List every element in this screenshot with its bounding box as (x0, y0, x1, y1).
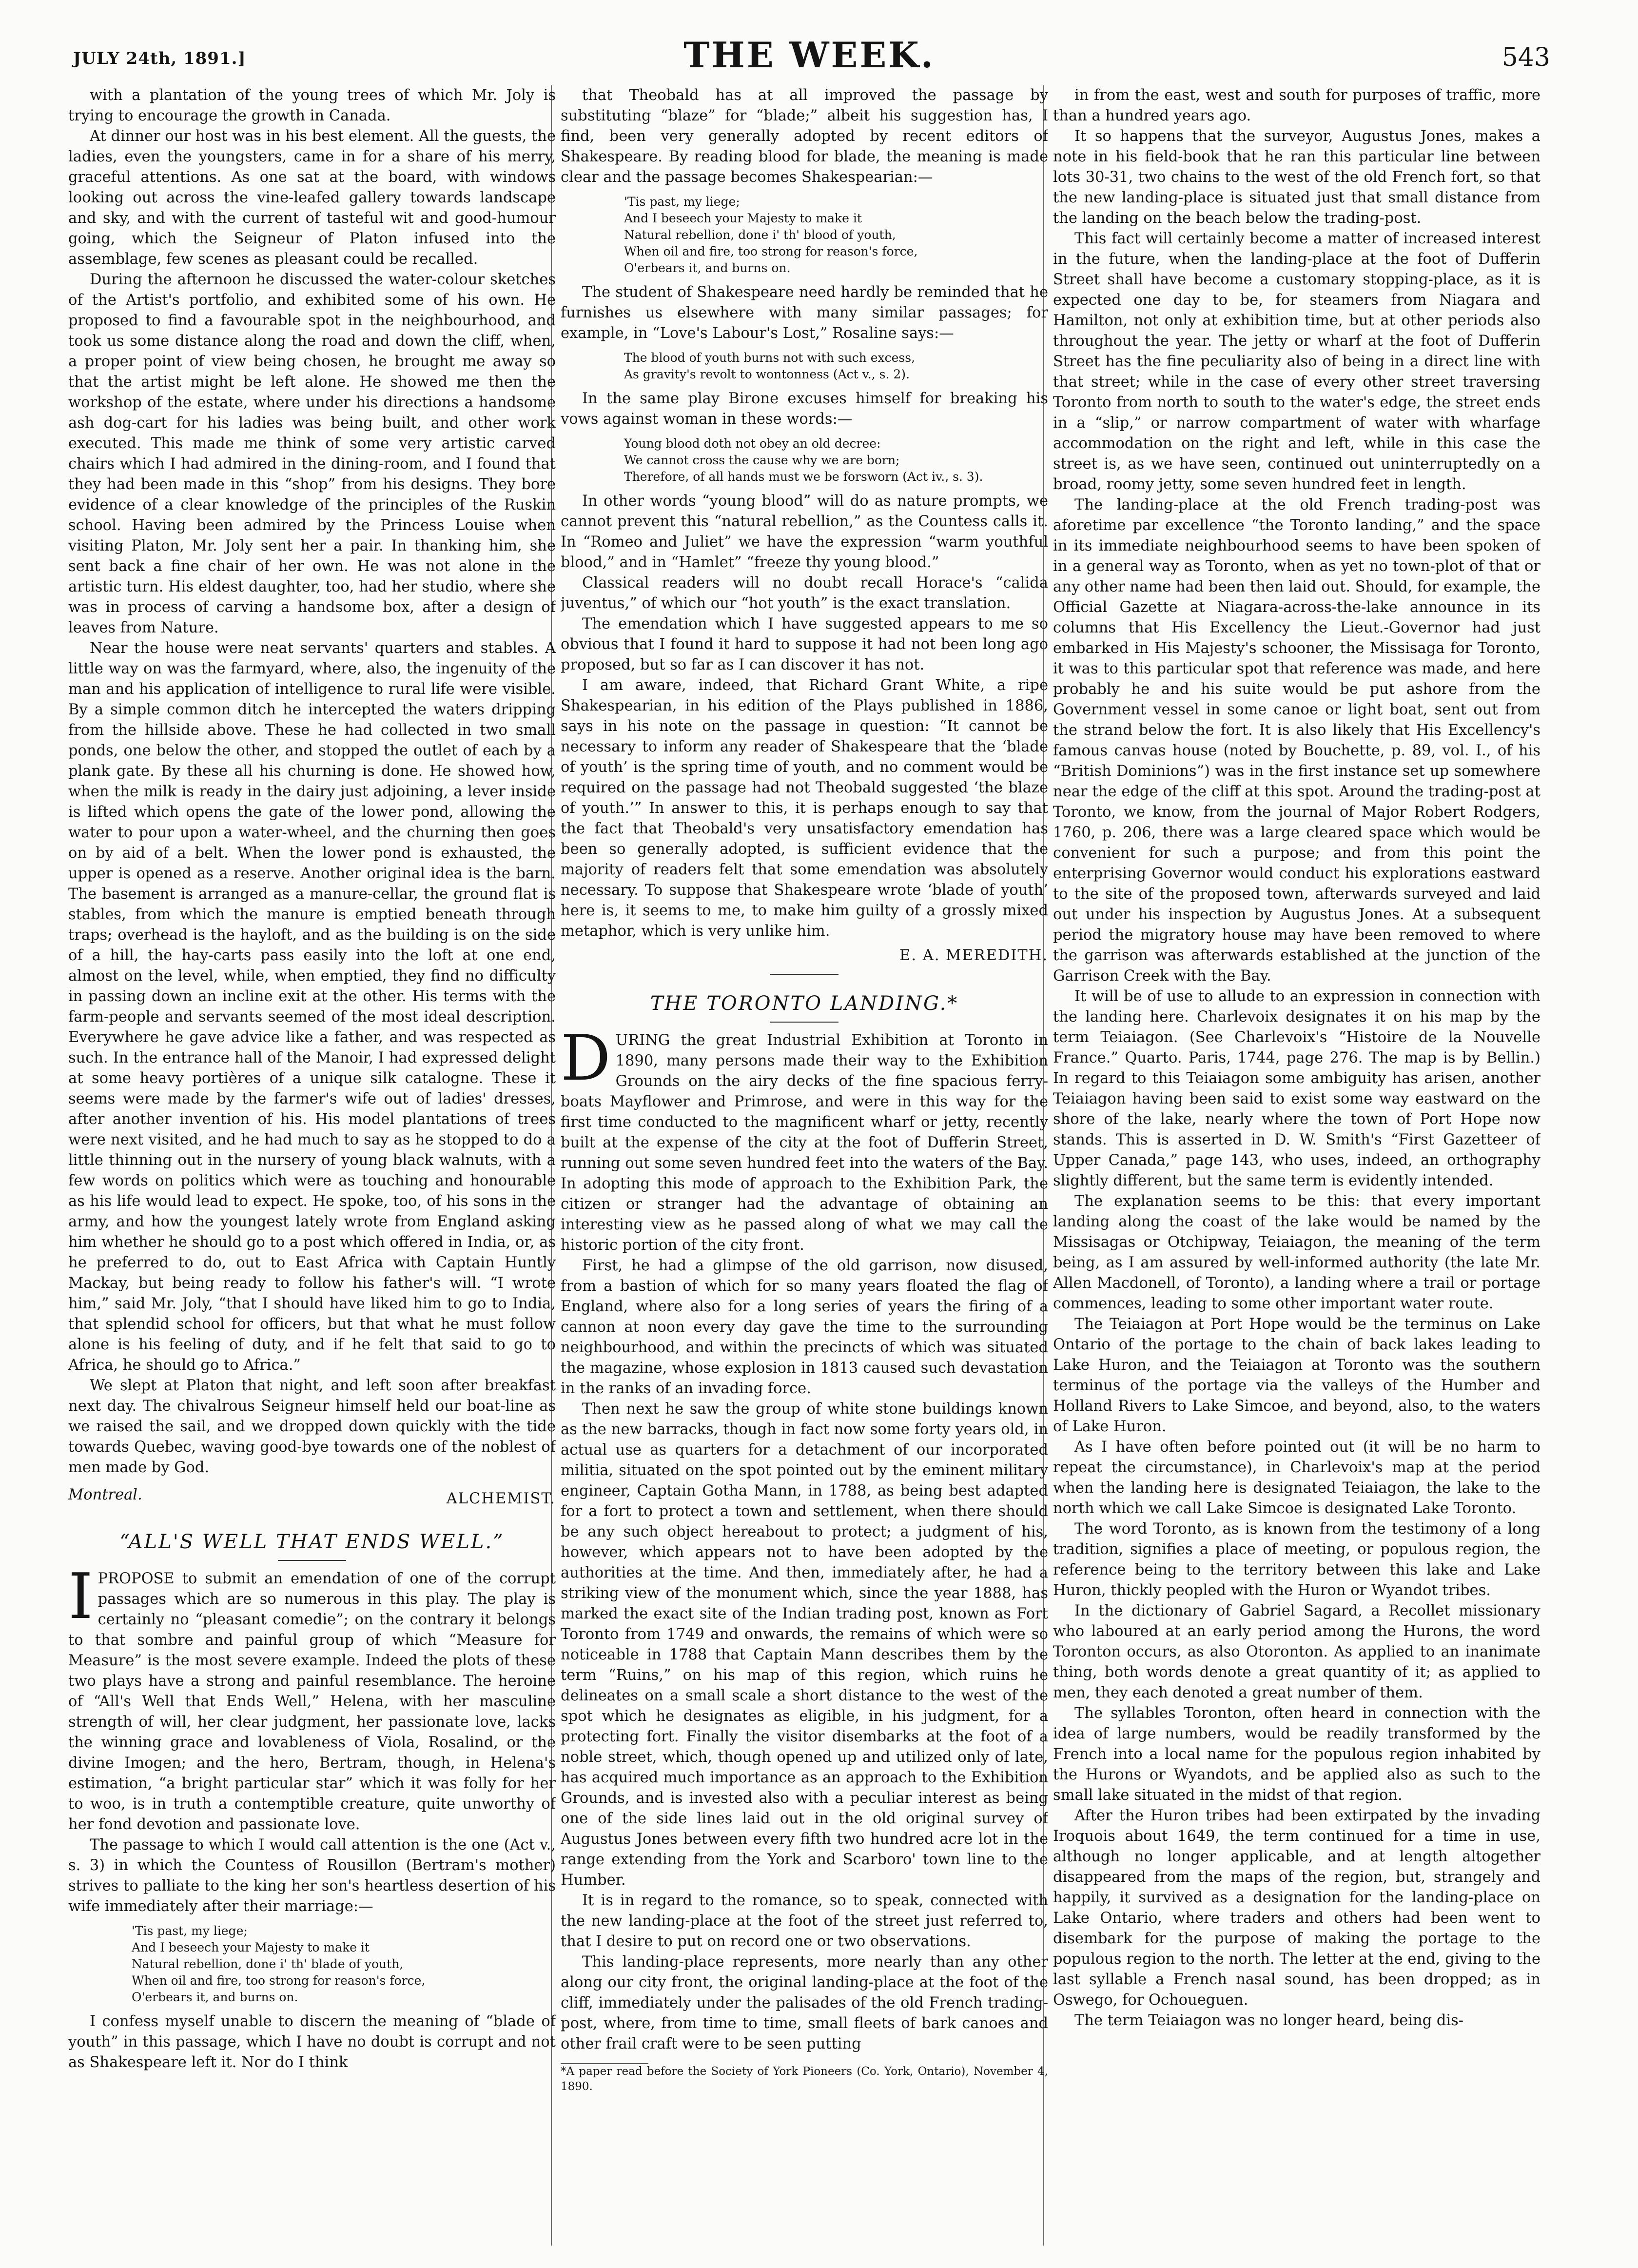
paragraph: I am aware, indeed, that Richard Grant White, a ripe Shakespearian, in his edition of the Plays published in 1886, says in his note on the passage in question: “It cannot be necessary to inform any reader of Shakespeare that the ‘blade of youth’ is the spring time of youth, and no comment would be required on the passage had not Theobald suggested ‘the blaze of youth.’” In answer to this, it is perhaps enough to say that the fact that Theobald's very unsatisfactory emendation has been so generally adopted, is sufficient evidence that the majority of readers felt that some emendation was absolutely necessary. To suppose that Shakespeare wrote ‘blade of youth’ here is, it seems to me, to make him guilty of a grossly mixed metaphor, which is very unlike him. (561, 677, 1048, 940)
paragraph: The word Toronto, as is known from the testimony of a long tradition, signifies a place of meeting, or populous region, the reference being to the territory between this lake and Lake Huron, thickly peopled with the Huron or Wyandot tribes. (1053, 1520, 1540, 1599)
paragraph: It so happens that the surveyor, Augustus Jones, makes a note in his field-book that he ran this particular line between lots 30-31, two chains to the west of the old French fort, so that the new landing-place is situated just that small distance from the landing on the beach below the trading-post. (1053, 128, 1540, 227)
paragraph: The student of Shakespeare need hardly be reminded that he furnishes us elsewhere with many similar passages; for example, in “Love's Labour's Lost,” Rosaline says:— (561, 284, 1048, 342)
paragraph: I confess myself unable to discern the meaning of “blade of youth” in this passage, which I have no doubt is corrupt and not as Shakespeare left it. Nor do I think (68, 2013, 556, 2071)
paragraph (561, 1022, 1048, 1256)
paragraph: In other words “young blood” will do as nature prompts, we cannot prevent this “natural rebellion,” as the Countess calls it. In “Romeo and Juliet” we have the expression “warm youthful blood,” and in “Hamlet” “freeze thy young blood.” (561, 493, 1048, 571)
article-signoff (68, 1485, 556, 1513)
paragraph: The landing-place at the old French trading-post was aforetime par excellence “the Toronto landing,” and the space in its immediate neighbourhood seems to have been spoken of in a general way as Toronto, when as yet no town-plot of that or any other name had been then laid out. Should, for example, the Official Gazette at Niagara-across-the-lake announce in its columns that His Excellency the Lieut.-Governor had just embarked in His Majesty's schooner, the Missisaga for Toronto, it was to this particular spot that reference was made, and here probably he and his suite would be put ashore from the Government vessel in some canoe or light boat, sent out from the strand below the fort. It is also likely that His Excellency's famous canvas house (noted by Bouchette, p. 89, vol. I., of his “British Dominions”) was in the first instance set up somewhere near the edge of the cliff at this spot. Around the trading-post at Toronto, we know, from the journal of Major Robert Rodgers, 1760, p. 206, there was a large cleared space which would be convenient for such a purpose; and from this point the enterprising Governor would conduct his explorations eastward to the site of the proposed town, afterwards surveyed and laid out under his inspection by Augustus Jones. At a subsequent period the migratory house may have been removed to where the garrison was afterwards established at the junction of the Garrison Creek with the Bay. (1053, 496, 1540, 985)
title-rule (770, 1022, 838, 1023)
verse-line: The blood of youth burns not with such excess, (624, 351, 916, 365)
verse-line: We cannot cross the cause why we are born; (624, 453, 900, 467)
author-signature: ALCHEMIST. (446, 1490, 556, 1507)
paragraph: In the same play Birone excuses himself for breaking his vows against woman in these words:— (561, 390, 1048, 428)
article-title: THE TORONTO LANDING.* (650, 992, 959, 1015)
verse-line: As gravity's revolt to wontonness (Act v., s. 2). (624, 367, 910, 381)
verse-line: O'erbears it, and burns on. (132, 1990, 298, 2004)
verse-line: And I beseech your Majesty to make it (132, 1940, 370, 1954)
paragraph: This fact will certainly become a matter of increased interest in the future, when the landing-place at the foot of Dufferin Street shall have become a customary stopping-place, as it is expected one day to be, for steamers from Niagara and Hamilton, not only at exhibition time, but at other periods also throughout the year. The jetty or wharf at the foot of Dufferin Street has the fine peculiarity also of being in a direct line with that street; while in the case of every other street traversing Toronto from north to south to the water's edge, the street ends in a “slip,” or narrow compartment of water with wharfage accommodation on the right and left, while in this case the street is, as we have seen, continued out uninterruptedly on a broad, roomy jetty, some seven hundred feet in length. (1053, 230, 1540, 493)
paragraph: with a plantation of the young trees of which Mr. Joly is trying to encourage the growth in Canada. (68, 87, 556, 124)
paragraph: First, he had a glimpse of the old garrison, now disused, from a bastion of which for so many years floated the flag of England, where also for a long series of years the firing of a cannon at noon every day gave the time to the surrounding neighbourhood, and within the precincts of which was situated the magazine, whose explosion in 1813 caused such devastation in the ranks of an invading force. (561, 1257, 1048, 1397)
paragraph: At dinner our host was in his best element. All the guests, the ladies, even the youngsters, came in for a share of his merry, graceful attentions. As one sat at the board, with windows looking out across the vine-leafed gallery towards landscape and sky, and with the current of tasteful wit and good-humour going, which the Seigneur of Platon infused into the assemblage, few scenes as pleasant could be recalled. (68, 128, 556, 268)
verse-line: O'erbears it, and burns on. (624, 261, 791, 275)
section-divider (770, 974, 838, 975)
paragraph: The passage to which I would call attention is the one (Act v., s. 3) in which the Countess of Rousillon (Bertram's mother) strives to palliate to the king her son's heartless desertion of his wife immediately after their marriage:— (68, 1836, 556, 1915)
paragraph: As I have often before pointed out (it will be no harm to repeat the circumstance), in Charlevoix's map at the period when the landing here is designated Teiaiagon, the lake to the north which we call Lake Simcoe is designated Lake Toronto. (1053, 1439, 1540, 1517)
drop-cap: I (68, 1560, 93, 1633)
paragraph: It will be of use to allude to an expression in connection with the landing here. Charlevoix designates it on his map by the term Teiaiagon. (See Charlevoix's “Histoire de la Nouvelle France.” Quarto. Paris, 1744, page 276. The map is by Bellin.) In regard to this Teiaiagon some ambiguity has arisen, another Teiaiagon having been said to exist some way eastward on the shore of the lake, nearly where the town of Port Hope now stands. This is asserted in D. W. Smith's “First Gazetteer of Upper Canada,” page 143, who uses, indeed, an orthography slightly different, but the same term is evidently intended. (1053, 988, 1540, 1189)
paragraph: The Teiaiagon at Port Hope would be the terminus on Lake Ontario of the portage to the chain of back lakes leading to Lake Huron, and the Teiaiagon at Toronto was the southern terminus of the portage via the valleys of the Humber and Holland Rivers to Lake Simcoe, and beyond, also, to the waters of Lake Huron. (1053, 1316, 1540, 1435)
paragraph: in from the east, west and south for purposes of traffic, more than a hundred years ago. (1053, 87, 1540, 124)
paragraph: This landing-place represents, more nearly than any other along our city front, the original landing-place at the foot of the cliff, immediately under the palisades of the old French trading-post, where, from time to time, small fleets of bark canoes and other frail craft were to be seen putting (561, 1953, 1048, 2052)
paragraph: During the afternoon he discussed the water-colour sketches of the Artist's portfolio, and exhibited some of his own. He proposed to find a favourable spot in the neighbourhood, and took us some distance along the road and down the cliff, when, a proper point of view being chosen, he brought me away so that the artist might be left alone. He showed me then the workshop of the estate, where under his directions a handsome ash dog-cart for his ladies was being built, and other work executed. This made me think of some very artistic carved chairs which I had admired in the dining-room, and I found that they had been made in this “shop” from his designs. They bore evidence of a clear knowledge of the principles of the Ruskin school. Having been admired by the Princess Louise when visiting Platon, Mr. Joly sent her a pair. In thanking him, she sent back a fine chair of her own. He was not alone in the artistic turn. His eldest daughter, too, had her studio, where she was in process of carving a handsome box, after a design of leaves from Nature. (68, 271, 556, 636)
paragraph: We slept at Platon that night, and left soon after breakfast next day. The chivalrous Seigneur himself held our boat-line as we raised the sail, and we dropped down quickly with the tide towards Quebec, waving good-bye towards one of the noblest of men made by God. (68, 1377, 556, 1476)
paragraph: The explanation seems to be this: that every important landing along the coast of the lake would be named by the Missisagas or Otchipway, Teiaiagon, the meaning of the term being, as I am assured by well-informed authority (the late Mr. Allen Macdonell, of Toronto), a landing where a trail or portage commences, leading to some other important water route. (1053, 1193, 1540, 1312)
paragraph: The term Teiaiagon was no longer heard, being dis- (1074, 2012, 1464, 2029)
paragraph: It is in regard to the romance, so to speak, connected with the new landing-place at the foot of the street just referred to, that I desire to put on record one or two observations. (561, 1892, 1048, 1950)
paragraph (68, 1560, 556, 1835)
verse-line: When oil and fire, too strong for reason's force, (624, 244, 918, 258)
drop-cap: D (561, 1022, 611, 1095)
verse-line: Natural rebellion, done i' th' blade of youth, (132, 1957, 404, 1971)
paragraph: Near the house were neat servants' quarters and stables. A little way on was the farmyard, where, also, the ingenuity of the man and his application of intelligence to rural life were visible. By a simple common ditch he intercepted the waters dripping from the hillside above. These he had collected in two small ponds, one below the other, and stopped the outlet of each by a plank gate. By these all his churning is done. He showed how, when the milk is ready in the dairy just adjoining, a lever inside is lifted which opens the gate of the lower pond, allowing the water to pour upon a water-wheel, and the churning then goes on by aid of a belt. When the lower pond is exhausted, the upper is opened as a reserve. Another original idea is the barn. The basement is arranged as a manure-cellar, the ground flat is stables, from which the manure is emptied beneath through traps; overhead is the hayloft, and as the building is on the side of a hill, the hay-carts pass easily into the loft at one end, almost on the level, while, when emptied, they find no difficulty in passing down an incline exit at the other. His terms with the farm-people and servants seemed of the most ideal description. Everywhere he gave advice like a father, and was respected as such. In the entrance hall of the Manoir, I had expressed delight at some heavy portières of a unique silk catalogne. These it seems were made by the farmer's wife out of ladies' dresses, after another invention of his. His model plantations of trees were next visited, and he had much to say as he stopped to do a little thinning out in the nursery of young black walnuts, with a few words on politics which were as touching and honourable as his life would lead to expect. He spoke, too, of his sons in the army, and how the youngest lately wrote from England asking him whether he should go to a post which offered in India, or, as he preferred to do, out to East Africa with Captain Huntly Mackay, but being ready to follow his father's will. “I wrote him,” said Mr. Joly, “that I should have liked him to go to India, that splendid school for officers, but that what he must follow alone is his feeling of duty, and if he felt that said to go to Africa, he should go to Africa.” (68, 640, 556, 1374)
column-2 (561, 85, 1048, 2246)
verse-line: 'Tis past, my liege; (132, 1924, 248, 1938)
issue-date: JULY 24th, 1891.] (73, 49, 246, 68)
author-signature: E. A. MEREDITH. (899, 947, 1048, 964)
page-number: 543 (1502, 43, 1550, 72)
column-1 (68, 85, 556, 2246)
masthead-title: THE WEEK. (683, 34, 935, 76)
paragraph: The emendation which I have suggested appears to me so obvious that I found it hard to suppose it had not been long ago proposed, but so far as I can discover it has not. (561, 615, 1048, 673)
verse-line: Therefore, of all hands must we be forsworn (Act iv., s. 3). (624, 470, 983, 484)
paragraph: After the Huron tribes had been extirpated by the invading Iroquois about 1649, the term continued for a time in use, although no longer applicable, and at length altogether disappeared from the maps of the region, but, strangely and happily, it survived as a designation for the landing-place on Lake Ontario, where traders and others had been went to disembark for the purpose of making the portage to the populous region to the north. The letter at the end, giving to the last syllable a French nasal sound, has been dropped; as in Oswego, for Ochoueguen. (1053, 1807, 1540, 2009)
verse-line: When oil and fire, too strong for reason's force, (132, 1973, 426, 1988)
paragraph: that Theobald has at all improved the passage by substituting “blaze” for “blade;” albeit his suggestion has, I find, been very generally adopted by recent editors of Shakespeare. By reading blood for blade, the meaning is made clear and the passage becomes Shakespearian:— (561, 87, 1048, 186)
paragraph: Classical readers will no doubt recall Horace's “calida juventus,” of which our “hot youth” is the exact translation. (561, 574, 1048, 612)
paragraph: In the dictionary of Gabriel Sagard, a Recollet missionary who laboured at an early period among the Hurons, the word Toronton occurs, as also Otoronton. As applied to an inanimate thing, both words denote a great quantity of it; as applied to men, they each denoted a great number of them. (1053, 1602, 1540, 1701)
verse-line: Young blood doth not obey an old decree: (624, 436, 881, 451)
title-rule (278, 1560, 346, 1561)
verse-quote (624, 194, 1048, 276)
paragraph-text: URING the great Industrial Exhibition at Toronto in 1890, many persons made their way to the Exhibition Grounds on the airy decks of the fine spacious ferry-boats Mayflower and Primrose, and were in this way for the first time conducted to the magnificent wharf or jetty, recently built at the expense of the city at the foot of Dufferin Street, running out some seven hundred feet into the waters of the Bay. In adopting this mode of approach to the Exhibition Park, the citizen or stranger had the advantage of obtaining an interesting view as he passed along of what we may call the historic portion of the city front. (561, 1032, 1048, 1254)
column-3 (1053, 85, 1540, 2246)
verse-quote (624, 435, 1048, 485)
verse-line: And I beseech your Majesty to make it (624, 211, 862, 225)
footnote: *A paper read before the Society of York Pioneers (Co. York, Ontario), November 4, 1890. (561, 2065, 1048, 2093)
article-title: “ALL'S WELL THAT ENDS WELL.” (119, 1531, 505, 1553)
paragraph: The syllables Toronton, often heard in connection with the idea of large numbers, would be readily transformed by the French into a local name for the populous region inhabited by the Hurons or Wyandots, and be applied also as such to the small lake situated in the midst of that region. (1053, 1705, 1540, 1804)
verse-line: Natural rebellion, done i' th' blood of youth, (624, 228, 896, 242)
verse-line: 'Tis past, my liege; (624, 195, 740, 209)
verse-quote (624, 350, 1048, 383)
paragraph: Then next he saw the group of white stone buildings known as the new barracks, though in fact now some forty years old, in actual use as quarters for a detachment of our incorporated militia, situated on the spot pointed out by the eminent military engineer, Captain Gotha Mann, in 1788, as being best adapted for a fort to protect a town and settlement, when there should be any such object hereabout to protect; a judgment of his, however, which appears not to have been adopted by the authorities at the time. And then, immediately after, he had a striking view of the monument which, since the year 1888, has marked the exact site of the Indian trading post, known as Fort Toronto from 1749 and onwards, the remains of which were so noticeable in 1788 that Captain Mann describes them by the term “Ruins,” on his map of this region, which ruins he delineates on a small scale a short distance to the west of the spot which he designates as eligible, in his judgment, for a protecting fort. Finally the visitor disembarks at the foot of a noble street, which, though opened up and utilized only of late, has acquired much importance as an approach to the Exhibition Grounds, and is invested also with a peculiar interest as being one of the side lines laid out in the old original survey of Augustus Jones between every fifth two hundred acre lot in the range extending from the York and Scarboro' town line to the Humber. (561, 1400, 1048, 1889)
dateline-place: Montreal. (68, 1486, 142, 1503)
verse-quote (132, 1923, 556, 2006)
paragraph-text: PROPOSE to submit an emendation of one of the corrupt passages which are so numerous in this play. The play is certainly no “pleasant comedie”; on the contrary it belongs to that sombre and painful group of which “Measure for Measure” is the most severe example. Indeed the plots of these two plays have a strong and painful resemblance. The heroine of “All's Well that Ends Well,” Helena, with her masculine strength of will, her clear judgment, her passionate love, lacks the winning grace and lovableness of Viola, Rosalind, or the divine Imogen; and the hero, Bertram, though, in Helena's estimation, “a bright particular star” which it was folly for her to woo, is in truth a contemptible creature, quite unworthy of her fond devotion and passionate love. (68, 1570, 556, 1833)
